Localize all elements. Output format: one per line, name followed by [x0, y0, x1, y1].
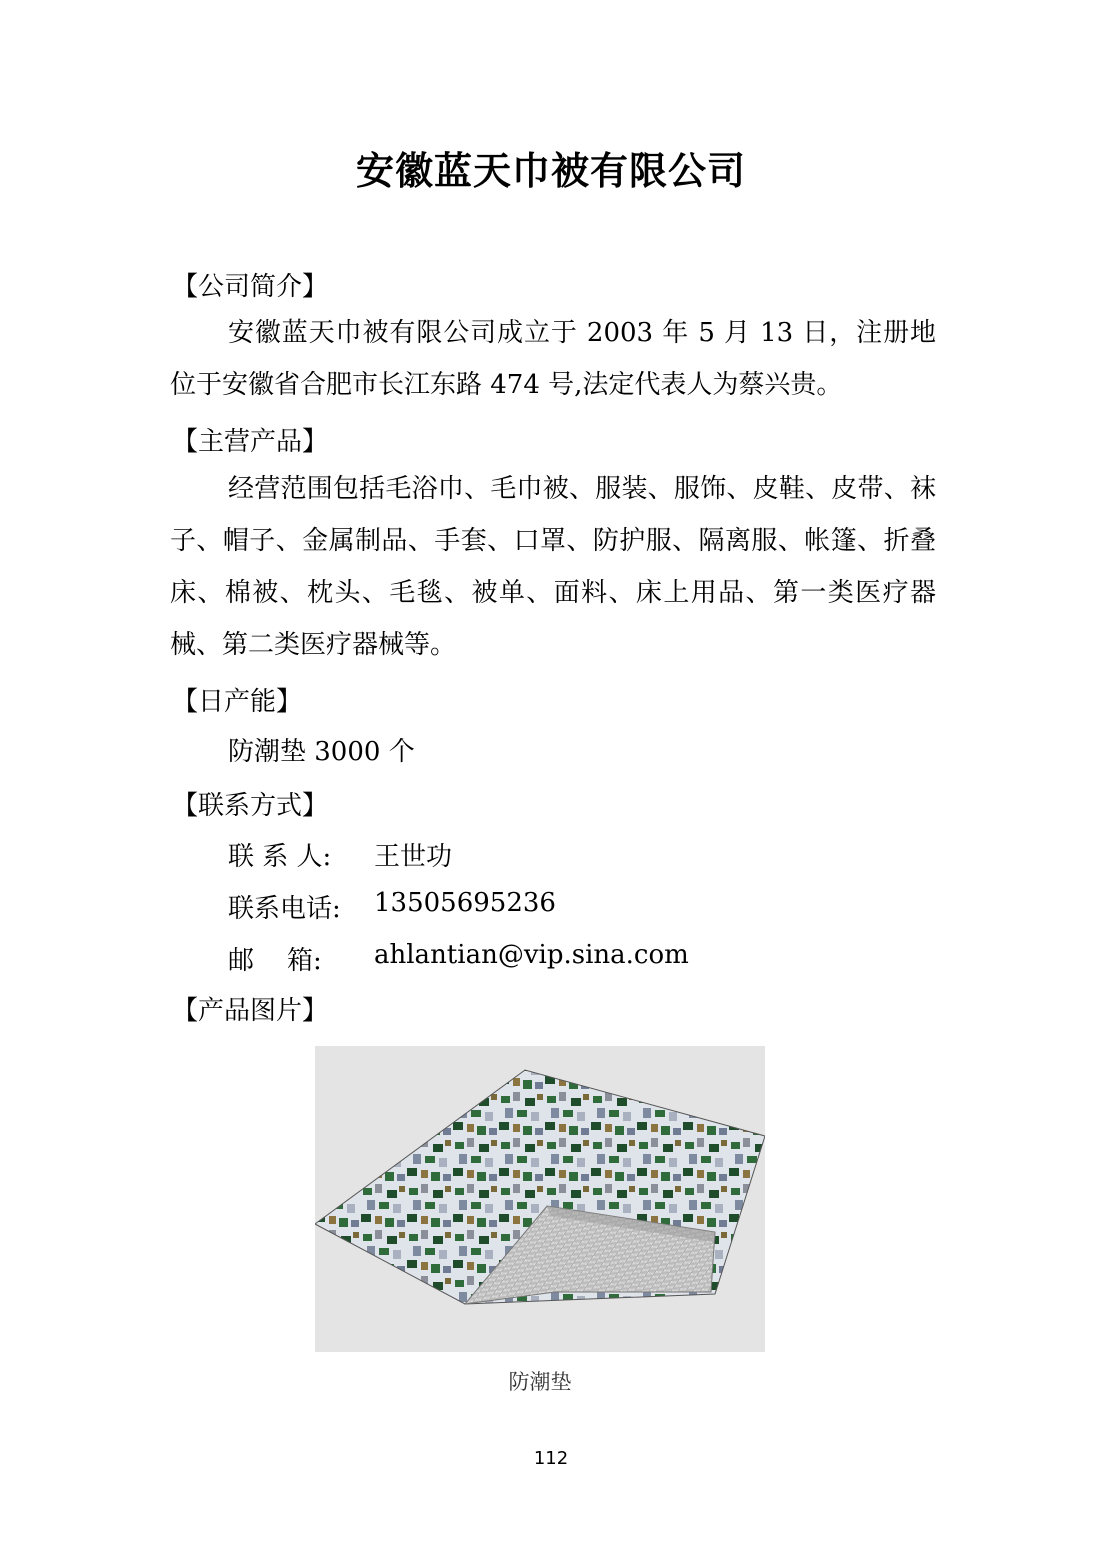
page-number: 112 [533, 1448, 569, 1469]
contact-phone-value: 13505695236 [374, 888, 556, 918]
contact-person-row [228, 836, 452, 873]
product-image [315, 1046, 765, 1352]
section-heading-intro: 【公司简介】 [172, 272, 329, 302]
contact-phone-label: 联系电话: [228, 894, 341, 924]
section-heading-products: 【主营产品】 [172, 427, 329, 457]
contact-person-value: 王世功 [374, 842, 453, 872]
contact-email-row [228, 940, 689, 977]
products-paragraph: 经营范围包括毛浴巾、毛巾被、服装、服饰、皮鞋、皮带、袜子、帽子、金属制品、手套、口罩、防护服、隔离服、帐篷、折叠床、棉被、枕头、毛毯、被单、面料、床上用品、第一类医疗器械、第二类医疗器械等。 [170, 474, 936, 660]
section-heading-capacity: 【日产能】 [172, 687, 303, 717]
section-heading-images: 【产品图片】 [172, 996, 329, 1026]
image-caption: 防潮垫 [508, 1370, 572, 1394]
contact-email-value: ahlantian@vip.sina.com [374, 940, 689, 970]
contact-person-label: 联 系 人: [228, 842, 332, 872]
camouflage-mat-illustration [315, 1046, 765, 1352]
section-heading-contact: 【联系方式】 [172, 791, 329, 821]
capacity-text: 防潮垫 3000 个 [228, 737, 415, 767]
contact-email-label: 邮 箱: [228, 946, 322, 976]
contact-phone-row [228, 888, 556, 925]
document-title: 安徽蓝天巾被有限公司 [355, 148, 746, 193]
intro-paragraph: 安徽蓝天巾被有限公司成立于 2003 年 5 月 13 日，注册地位于安徽省合肥市长江东路 474 号,法定代表人为蔡兴贵。 [170, 318, 936, 400]
